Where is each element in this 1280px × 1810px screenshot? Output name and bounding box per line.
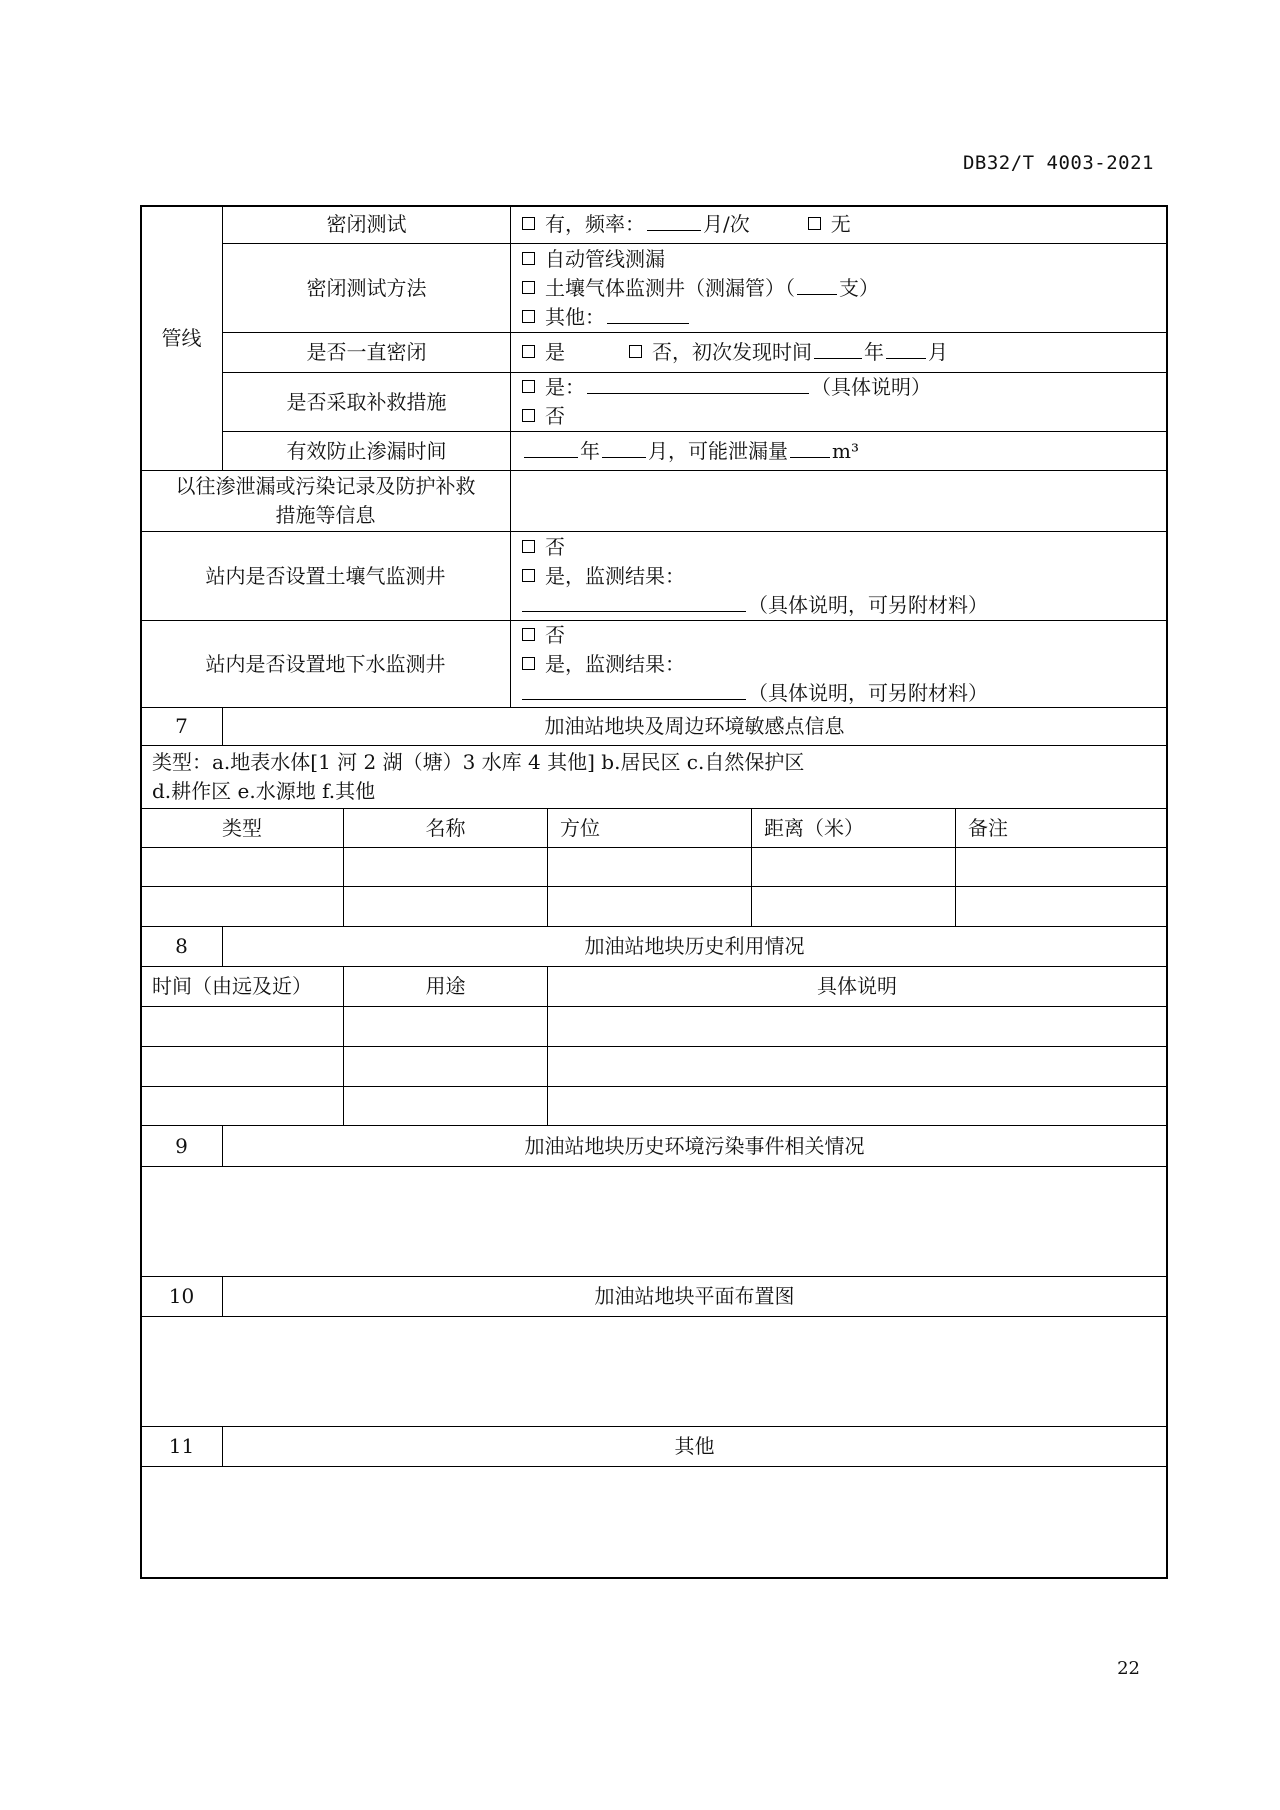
other-method-label: 其他： (545, 304, 605, 329)
remedy-detail-field[interactable] (587, 375, 809, 394)
leak-time-month-field[interactable] (602, 439, 646, 458)
soil-gas-well-note: （具体说明，可另附材料） (748, 592, 988, 617)
soil-gas-well-yes-checkbox[interactable] (522, 569, 535, 582)
leak-time-label: 有效防止渗漏时间 (286, 438, 447, 463)
sensitive-header-direction: 方位 (560, 815, 600, 840)
soil-gas-well-label: 站内是否设置土壤气监测井 (205, 563, 446, 588)
groundwater-well-yes-label: 是，监测结果： (545, 651, 685, 676)
first-found-month-unit: 月 (928, 340, 948, 364)
groundwater-well-options (522, 621, 1162, 707)
groundwater-well-no-checkbox[interactable] (522, 628, 535, 641)
history-use-row[interactable] (141, 1047, 1166, 1086)
other-method-checkbox[interactable] (522, 310, 535, 323)
remedy-no-label: 否 (545, 404, 565, 428)
sensitive-header-remarks: 备注 (968, 815, 1008, 840)
section-7-type-legend-line2: d.耕作区 e.水源地 f.其他 (152, 779, 376, 803)
groundwater-well-no-label: 否 (545, 622, 565, 647)
groundwater-well-label: 站内是否设置地下水监测井 (205, 651, 446, 676)
leak-volume-unit: m³ (832, 438, 859, 463)
section-9-number: 9 (175, 1133, 188, 1158)
history-use-header-time: 时间（由远及近） (152, 974, 312, 998)
soil-gas-well-yes-label: 是，监测结果： (545, 563, 685, 588)
pipeline-group-label: 管线 (161, 325, 202, 350)
seal-test-no-label: 无 (830, 212, 851, 236)
section-8-number: 8 (175, 934, 188, 958)
remedy-yes-label: 是： (545, 375, 585, 399)
section-10-title: 加油站地块平面布置图 (594, 1284, 795, 1308)
other-method-field[interactable] (607, 305, 689, 324)
always-sealed-label: 是否一直密闭 (306, 340, 427, 364)
always-sealed-no-checkbox[interactable] (629, 345, 642, 358)
history-use-header-detail: 具体说明 (817, 974, 897, 998)
section-7-type-legend-line1: 类型：a.地表水体[1 河 2 湖（塘）3 水库 4 其他] b.居民区 c.自然保护区 (152, 750, 805, 774)
first-found-year-field[interactable] (814, 340, 862, 359)
section-8-title: 加油站地块历史利用情况 (584, 934, 805, 958)
soil-gas-well-no-label: 否 (545, 534, 565, 559)
remedy-no-checkbox[interactable] (522, 409, 535, 422)
section-11-title: 其他 (674, 1434, 715, 1458)
history-use-row[interactable] (141, 1007, 1166, 1046)
sensitive-point-row[interactable] (141, 887, 1166, 926)
seal-test-no-checkbox[interactable] (808, 217, 821, 230)
leak-volume-field[interactable] (790, 439, 830, 458)
leak-time-options (522, 432, 1162, 470)
auto-leak-detection-checkbox[interactable] (522, 252, 535, 265)
soil-gas-well-result-field[interactable] (522, 593, 746, 612)
leak-tube-count-unit: 支） (839, 275, 879, 300)
always-sealed-no-label: 否，初次发现时间 (652, 340, 812, 364)
site-layout-plan-field[interactable] (141, 1317, 1166, 1426)
document-code: DB32/T 4003-2021 (962, 152, 1154, 174)
section-7-number: 7 (175, 714, 188, 738)
leak-tube-count-field[interactable] (797, 276, 837, 295)
remedy-label: 是否采取补救措施 (286, 389, 447, 414)
page-number: 22 (1117, 1658, 1140, 1679)
groundwater-well-result-field[interactable] (522, 681, 746, 700)
remedy-note: （具体说明） (811, 375, 931, 399)
seal-method-label: 密闭测试方法 (306, 275, 427, 300)
seal-test-options (522, 206, 1162, 243)
always-sealed-options (522, 333, 1162, 372)
first-found-year-unit: 年 (864, 340, 884, 364)
soil-gas-well-options (522, 532, 1162, 620)
leak-time-year-unit: 年 (580, 438, 600, 463)
section-9-title: 加油站地块历史环境污染事件相关情况 (524, 1133, 865, 1158)
soil-gas-well-method-checkbox[interactable] (522, 281, 535, 294)
seal-test-frequency-unit: 月/次 (703, 212, 750, 236)
history-record-field[interactable] (511, 471, 1166, 531)
soil-gas-well-no-checkbox[interactable] (522, 540, 535, 553)
seal-method-options (522, 244, 1162, 332)
section-11-number: 11 (168, 1434, 195, 1458)
other-info-field[interactable] (141, 1467, 1166, 1577)
seal-test-yes-checkbox[interactable] (522, 217, 535, 230)
groundwater-well-note: （具体说明，可另附材料） (748, 680, 988, 705)
groundwater-well-yes-checkbox[interactable] (522, 657, 535, 670)
history-use-row[interactable] (141, 1087, 1166, 1125)
seal-test-yes-label: 有，频率： (545, 212, 645, 236)
leak-time-year-field[interactable] (524, 439, 578, 458)
first-found-month-field[interactable] (886, 340, 926, 359)
always-sealed-yes-checkbox[interactable] (522, 345, 535, 358)
remedy-options (522, 373, 1162, 431)
history-use-header-purpose: 用途 (425, 974, 466, 998)
sensitive-header-type: 类型 (222, 815, 262, 840)
section-7-title: 加油站地块及周边环境敏感点信息 (544, 714, 845, 738)
leak-time-month-text: 月，可能泄漏量 (648, 438, 788, 463)
history-record-label-line1: 以往渗泄漏或污染记录及防护补救 (175, 474, 476, 498)
pollution-event-field[interactable] (141, 1167, 1166, 1276)
seal-test-frequency-field[interactable] (647, 212, 701, 231)
history-record-label (141, 471, 510, 531)
section-10-number: 10 (168, 1284, 195, 1308)
section-7-type-legend (152, 747, 1162, 808)
sensitive-point-row[interactable] (141, 848, 1166, 886)
sensitive-header-distance: 距离（米） (764, 815, 864, 840)
sensitive-header-name: 名称 (425, 815, 466, 840)
auto-leak-detection-label: 自动管线测漏 (545, 246, 665, 271)
always-sealed-yes-label: 是 (545, 340, 565, 364)
seal-test-label: 密闭测试 (326, 212, 407, 236)
soil-gas-well-method-label: 土壤气体监测井（测漏管）（ (545, 275, 795, 300)
remedy-yes-checkbox[interactable] (522, 380, 535, 393)
history-record-label-line2: 措施等信息 (275, 503, 376, 527)
